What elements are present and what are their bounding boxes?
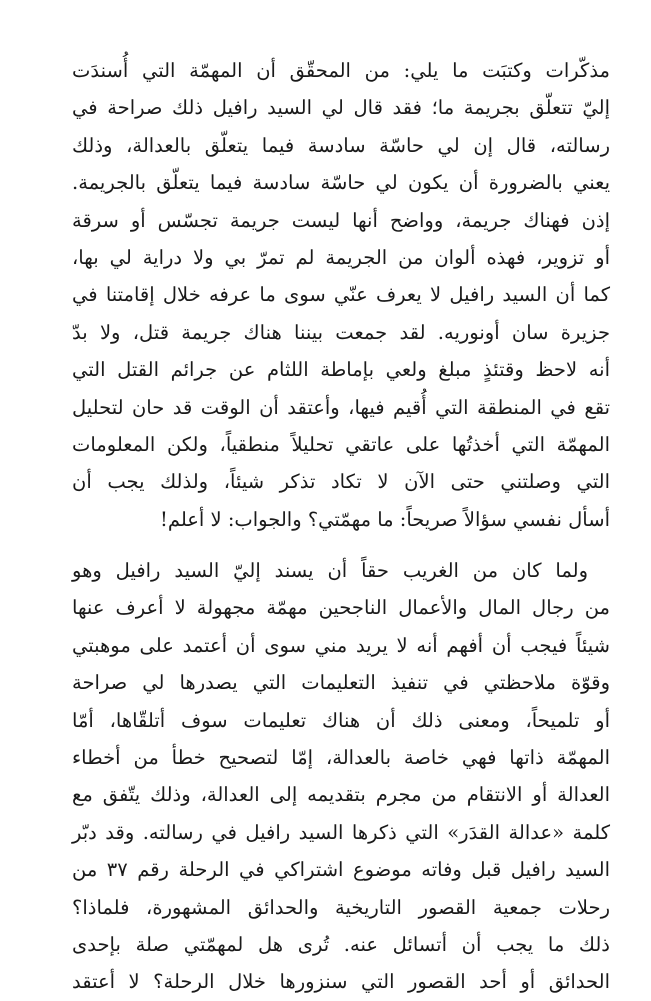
text-line: إليّ تتعلّق بجريمة ما؛ فقد قال لي السيد رافيل ذلك صراحة في xyxy=(72,96,610,120)
text-line: المهمّة ذاتها فهي خاصة بالعدالة، إمّا لتصحيح خطأ من أخطاء xyxy=(72,746,610,770)
text-line: كلمة «عدالة القدَر» التي ذكرها السيد رافيل في رسالته. وقد دبّر xyxy=(72,820,610,844)
text-line: أو تلميحاً، ومعنى ذلك أن هناك تعليمات سوف أتلقّاها، أمّا xyxy=(72,708,610,732)
text-line: الحدائق أو أحد القصور التي سنزورها خلال الرحلة؟ لا أعتقد xyxy=(72,970,610,994)
text-line: العدالة أو الانتقام من مجرم بتقديمه إلى العدالة، وذلك يتّفق مع xyxy=(72,783,610,807)
paragraph-2 xyxy=(72,552,610,1001)
text-line: أسأل نفسي سؤالاً صريحاً: ما مهمّتي؟ والجواب: لا أعلم! xyxy=(160,507,610,531)
text-line: مذكّرات وكتبَت ما يلي: من المحقّق أن المهمّة التي أُسندَت xyxy=(72,59,610,82)
text-line: ولما كان من الغريب حقاً أن يسند إليّ السيد رافيل وهو xyxy=(72,559,588,583)
text-line: السيد رافيل قبل وفاته موضوع اشتراكي في الرحلة رقم ٣٧ من xyxy=(72,858,610,882)
text-line: كما أن السيد رافيل لا يعرف عنّي سوى ما عرفه خلال إقامتنا في xyxy=(72,283,610,307)
text-line: رسالته، قال إن لي حاسّة سادسة فيما يتعلّق بالعدالة، وذلك xyxy=(72,133,610,157)
text-line: جزيرة سان أونوريه. لقد جمعت بيننا هناك جريمة قتل، ولا بدّ xyxy=(72,320,610,344)
text-line: المهمّة التي أخذتُها على عاتقي تحليلاً منطقياً، ولكن المعلومات xyxy=(72,432,610,456)
paragraph-1 xyxy=(72,52,610,538)
text-line: يعني بالضرورة أن يكون لي حاسّة سادسة فيما يتعلّق بالجريمة. xyxy=(72,171,610,195)
text-line: تقع في المنطقة التي أُقيم فيها، وأعتقد أن الوقت قد حان لتحليل xyxy=(72,395,610,419)
text-line: التي وصلتني حتى الآن لا تكاد تذكر شيئاً، ولذلك يجب أن xyxy=(72,470,610,494)
text-line: ذلك ما يجب أن أتسائل عنه. تُرى هل لمهمّتي صلة بإحدى xyxy=(72,932,610,956)
text-line: أو تزوير، فهذه ألوان من الجريمة لم تمرّ بي ولا دراية لي بها، xyxy=(72,245,610,269)
text-line: إذن فهناك جريمة، وواضح أنها ليست جريمة تجسّس أو سرقة xyxy=(72,208,610,232)
text-line: شيئاً فيجب أن أفهم أنه لا يريد مني سوى أن أعتمد على موهبتي xyxy=(72,633,610,657)
text-line: رحلات جمعية القصور التاريخية والحدائق المشهورة، فلماذا؟ xyxy=(72,895,610,919)
book-page xyxy=(72,52,610,1001)
text-line: أنه لاحظ وقتئذٍ مبلغ ولعي بإماطة اللثام عن جرائم القتل التي xyxy=(72,358,610,382)
paragraph-gap xyxy=(72,538,610,552)
text-line: من رجال المال والأعمال الناجحين مهمّة مجهولة لا أعرف عنها xyxy=(72,596,610,620)
text-line: وقوّة ملاحظتي في تنفيذ التعليمات التي يصدرها لي صراحة xyxy=(72,671,610,695)
